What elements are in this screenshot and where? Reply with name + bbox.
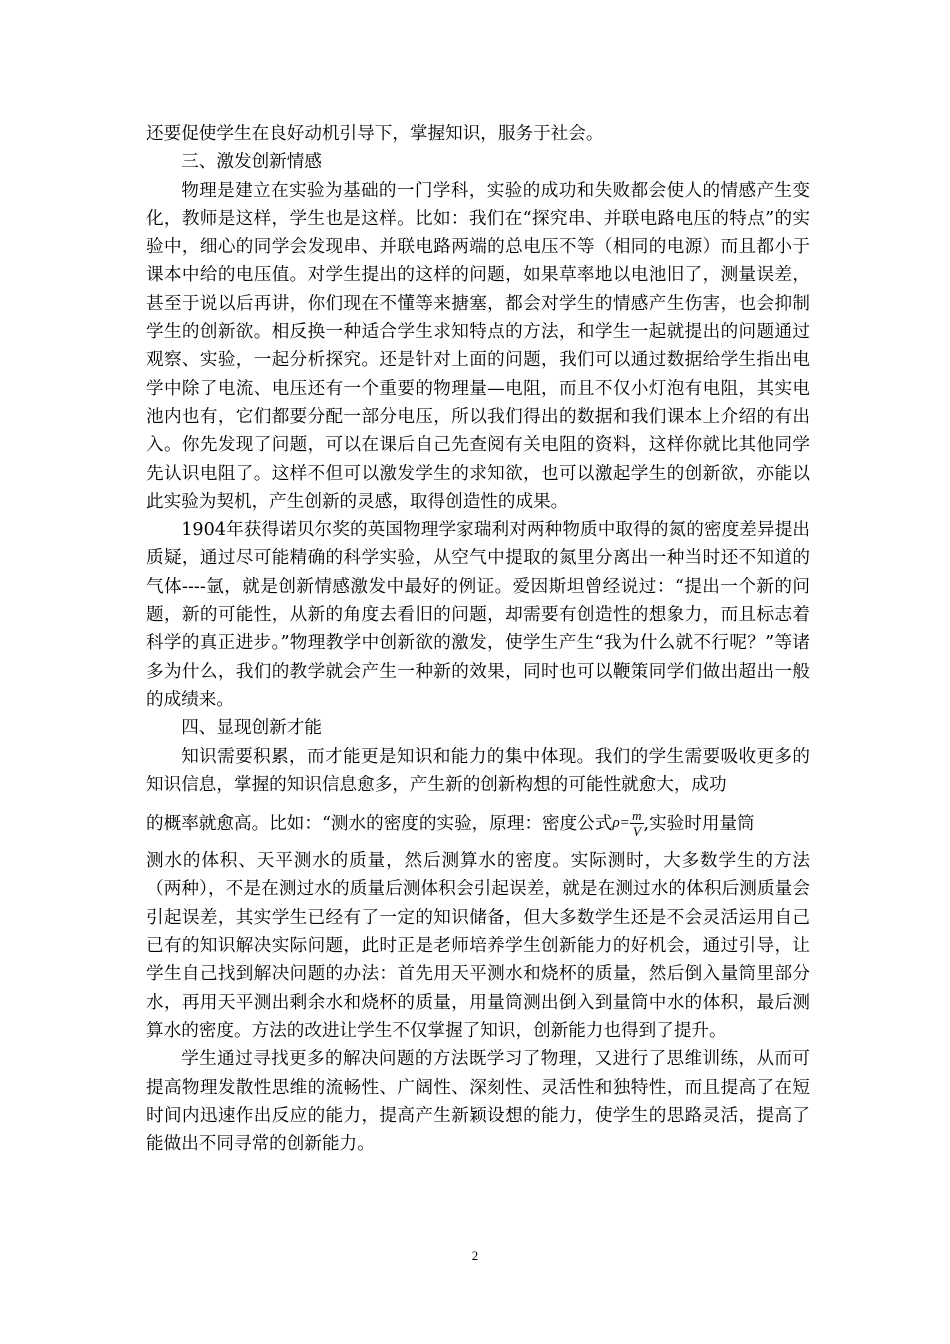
paragraph: 知识需要积累，而才能更是知识和能力的集中体现。我们的学生需要吸收更多的知识信息，掌握的知识信息愈多，产生新的创新构想的可能性就愈大，成功 [146, 746, 810, 795]
document-body [146, 120, 810, 1158]
paragraph: 物理是建立在实验为基础的一门学科，实验的成功和失败都会使人的情感产生变化，教师是这样，学生也是这样。比如：我们在“探究串、并联电路电压的特点”的实验中，细心的同学会发现串、并联电路两端的总电压不等（相同的电源）而且都小于课本中给的电压值。对学生提出的这样的问题，如果草率地以电池旧了，测量误差，甚至于说以后再讲，你们现在不懂等来搪塞，都会对学生的情感产生伤害，也会抑制学生的创新欲。相反换一种适合学生求知特点的方法，和学生一起就提出的问题通过观察、实验，一起分析探究。还是针对上面的问题，我们可以通过数据给学生指出电学中除了电流、电压还有一个重要的物理量—电阻，而且不仅小灯泡有电阻，其实电池内也有，它们都要分配一部分电压，所以我们得出的数据和我们课本上介绍的有出入。你先发现了问题，可以在课后自己先查阅有关电阻的资料，这样你就比其他同学先认识电阻了。这样不但可以激发学生的求知欲，也可以激起学生的创新欲，亦能以此实验为契机，产生创新的灵感，取得创造性的成果。 [146, 180, 810, 512]
paragraph-text: ,实验时用量筒 [643, 814, 755, 835]
formula-rho: ρ [612, 814, 620, 831]
formula-denominator: V [632, 823, 641, 839]
section-heading: 三、激发创新情感 [181, 152, 322, 173]
paragraph: 测水的体积、天平测水的质量，然后测算水的密度。实际测时，大多数学生的方法（两种），不是在测过水的质量后测体积会引起误差，就是在测过水的体积后测质量会引起误差，其实学生已经有了一定的知识储备，但大多数学生还是不会灵活运用自己已有的知识解决实际问题，此时正是老师培养学生创新能力的好机会，通过引导，让学生自己找到解决问题的办法：首先用天平测水和烧杯的质量，然后倒入量筒里部分水，再用天平测出剩余水和烧杯的质量，用量筒测出倒入到量筒中水的体积，最后测算水的密度。方法的改进让学生不仅掌握了知识，创新能力也得到了提升。 [146, 851, 810, 1041]
density-formula [612, 809, 643, 838]
paragraph: 1904年获得诺贝尔奖的英国物理学家瑞利对两种物质中取得的氮的密度差异提出质疑，通过尽可能精确的科学实验，从空气中提取的氮里分离出一种当时还不知道的气体----氩，就是创新情感激发中最好的例证。爱因斯坦曾经说过：“提出一个新的问题，新的可能性，从新的角度去看旧的问题，却需要有创造性的想象力，而且标志着科学的真正进步。”物理教学中创新欲的激发，使学生产生“我为什么就不行呢？”等诸多为什么，我们的教学就会产生一种新的效果，同时也可以鞭策同学们做出超出一般的成绩来。 [146, 520, 810, 710]
formula-numerator: m [632, 807, 642, 823]
section-heading: 四、显现创新才能 [181, 718, 322, 739]
formula-equals: = [620, 814, 630, 831]
paragraph-with-formula [146, 799, 810, 847]
page-number: 2 [471, 1248, 479, 1263]
formula-fraction [630, 809, 643, 838]
paragraph: 还要促使学生在良好动机引导下，掌握知识，服务于社会。 [146, 124, 604, 144]
paragraph: 学生通过寻找更多的解决问题的方法既学习了物理，又进行了思维训练，从而可提高物理发散性思维的流畅性、广阔性、深刻性、灵活性和独特性，而且提高了在短时间内迅速作出反应的能力，提高产生新颖设想的能力，使学生的思路灵活，提高了能做出不同寻常的创新能力。 [146, 1049, 810, 1155]
paragraph-text: 的概率就愈高。比如：“测水的密度的实验，原理：密度公式 [146, 814, 613, 835]
